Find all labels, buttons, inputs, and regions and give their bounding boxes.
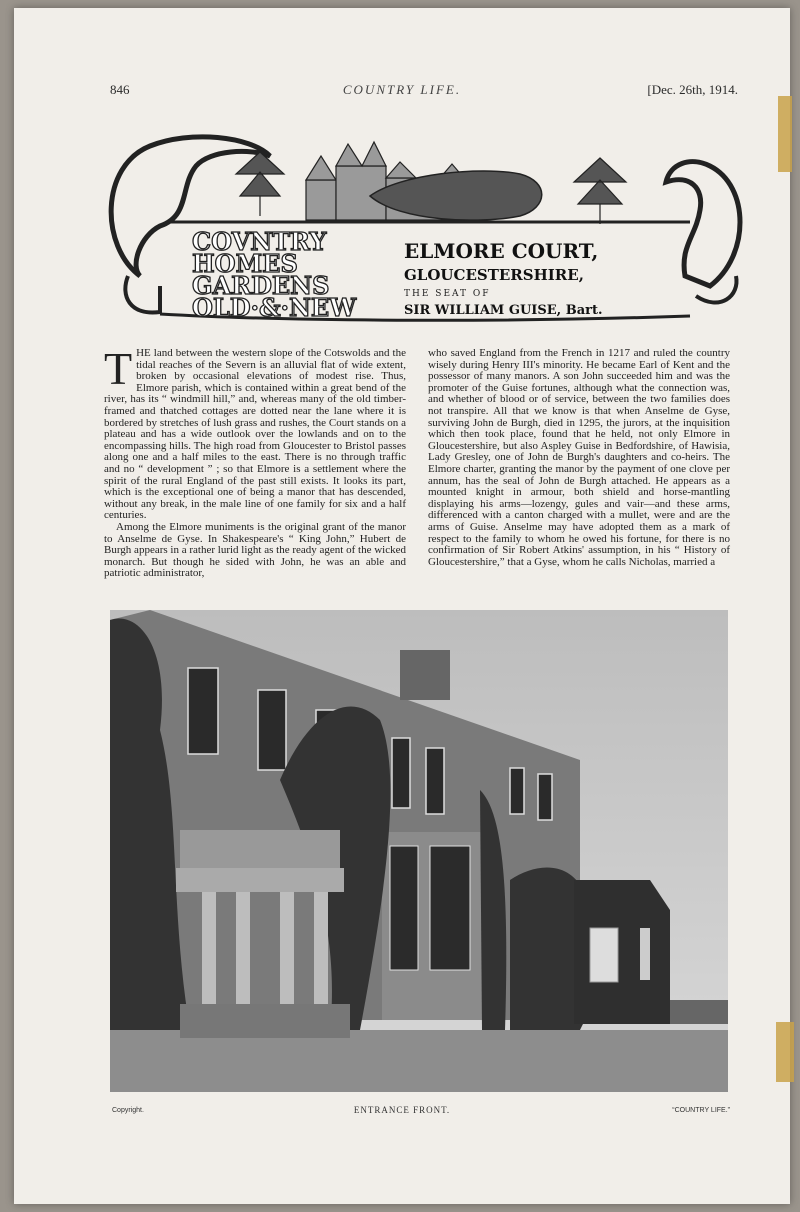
tape-strip (776, 1022, 794, 1082)
article-column-1 (104, 343, 406, 580)
paragraph: Among the Elmore muniments is the original grant of the manor to Anselme de Gyse. In Shakespeare's “ King John,” Hubert de Burgh appears in a rather lurid light as the ready agent of the wicked monarch. But though he sided with John, he was an able and patriotic administrator, (104, 520, 406, 580)
seat-of-label: THE SEAT OF (404, 289, 491, 299)
owner-name: SIR WILLIAM GUISE, Bart. (404, 303, 603, 318)
magazine-page (14, 8, 790, 1204)
issue-date: [Dec. 26th, 1914. (647, 82, 738, 97)
series-logo (192, 227, 357, 322)
title-banner (100, 126, 750, 340)
bay-window (390, 846, 470, 970)
photo-credit: “COUNTRY LIFE.” (672, 1107, 730, 1114)
article-county: GLOUCESTERSHIRE, (404, 266, 584, 284)
tape-strip (778, 96, 792, 172)
paragraph: THE land between the western slope of the Cotswolds and the tidal reaches of the Severn is an alluvial flat of wide extent, broken by occasional elevations of modest rise. Thus, Elmore parish, which is contained within a great bend of the river, has its “ windmill hill,” and, whereas many of the old timber-framed and thatched cottages are dotted near the lane where it is bordered by stretches of lush grass and rushes, the Court stands on a plateau and has a wide outlook over the lowlands and on to the encompassing hills. The high road from Gloucester to Bristol passes along one and a half miles to the east. There is no through traffic and no “ development ” ; so that Elmore is a settlement where the spirit of the rural England of the past still exists. It looks its part, which is the exceptional one of being a manor that has descended, without any break, in the male line of one family for six and a half centuries. (104, 343, 406, 522)
svg-text:COVNTRY: COVNTRY (192, 227, 327, 256)
photo-copyright: Copyright. (112, 1107, 144, 1114)
drop-cap: T (104, 343, 133, 394)
magazine-name: COUNTRY LIFE. (342, 82, 462, 97)
svg-text:HOMES: HOMES (192, 249, 298, 278)
entrance-front-photo (110, 610, 728, 1092)
scroll-ornament-right (666, 162, 740, 286)
photo-caption: ENTRANCE FRONT. (353, 1105, 451, 1115)
article-title: ELMORE COURT, (404, 239, 599, 263)
svg-text:OLD·&·NEW: OLD·&·NEW (192, 293, 357, 322)
svg-text:GARDENS: GARDENS (192, 271, 330, 300)
page-number: 846 (110, 82, 130, 97)
paragraph: who saved England from the French in 1217 and ruled the country wisely during Henry III's minority. He became Earl of Kent and the possessor of many manors. A son John succeeded him and was the promoter of the Guise fortunes, although what the connection was, and whether of blood or of service, between the two families does not transpire. All that we know is that when Anselme de Gyse, surviving John de Burgh, died in 1295, the jurors, at the inquisition which then took place, found that he held, not only Elmore in Gloucestershire, but also Aspley Guise in Bedfordshire, of Hawisia, Lady Gresley, one of John de Burgh's daughters and co-heirs. The Elmore charter, granting the manor by the payment of one clove per annum, has the seal of John de Burgh attached. He appears as a mounted knight in armour, both shield and horse-mantling displaying his arms—lozengy, gules and vair—and these arms, differenced with a canton charged with a mullet, were and are the arms of Guise. Anselme may have adopted them as a mark of respect to the family to whom he owed his fortune, for there is no confirmation of Sir Robert Atkins' assumption, in his “ History of Gloucestershire,” that a Gyse, whom he calls Nicholas, married a (428, 347, 730, 568)
article-column-2 (428, 348, 730, 568)
